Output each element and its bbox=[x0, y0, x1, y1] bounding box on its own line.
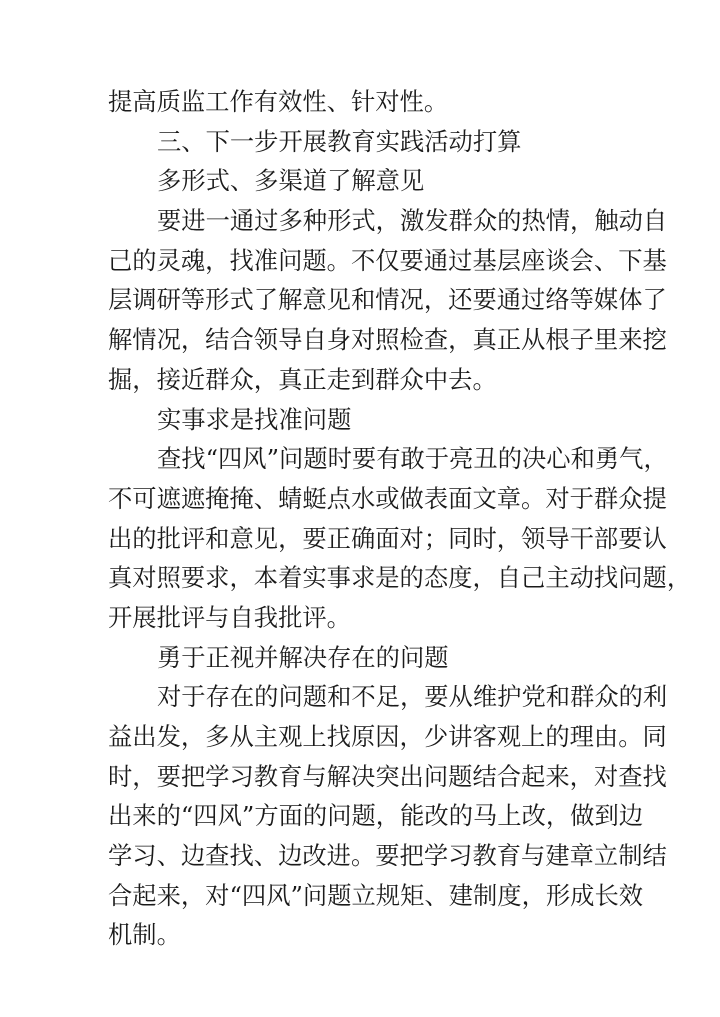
text-line: 己的灵魂，找准问题。不仅要通过基层座谈会、下基 bbox=[108, 245, 667, 275]
text-line: 掘，接近群众，真正走到群众中去。 bbox=[108, 364, 497, 394]
subheading: 实事求是找准问题 bbox=[157, 404, 352, 434]
subheading: 勇于正视并解决存在的问题 bbox=[157, 642, 449, 672]
text-line: 出来的“四风”方面的问题，能改的马上改，做到边 bbox=[108, 801, 644, 831]
subheading: 多形式、多渠道了解意见 bbox=[157, 166, 425, 196]
text-line: 对于存在的问题和不足，要从维护党和群众的利 bbox=[157, 682, 668, 712]
text-line: 开展批评与自我批评。 bbox=[108, 602, 351, 632]
text-line: 提高质监工作有效性、针对性。 bbox=[108, 87, 449, 116]
text-line: 不可遮遮掩掩、蜻蜓点水或做表面文章。对于群众提 bbox=[108, 483, 667, 513]
text-line: 机制。 bbox=[108, 920, 181, 950]
section-heading: 三、下一步开展教育实践活动打算 bbox=[157, 126, 522, 156]
text-line: 合起来，对“四风”问题立规矩、建制度，形成长效 bbox=[108, 880, 644, 910]
text-line: 益出发，多从主观上找原因，少讲客观上的理由。同 bbox=[108, 722, 667, 751]
text-line: 要进一通过多种形式，激发群众的热情，触动自 bbox=[157, 206, 668, 236]
text-line: 出的批评和意见，要正确面对；同时，领导干部要认 bbox=[108, 523, 667, 553]
text-line: 解情况，结合领导自身对照检查，真正从根子里来挖 bbox=[108, 325, 667, 355]
text-line: 真对照要求，本着实事求是的态度，自己主动找问题， bbox=[108, 563, 692, 593]
text-line: 时，要把学习教育与解决突出问题结合起来，对查找 bbox=[108, 761, 667, 791]
document-body bbox=[108, 82, 692, 955]
text-line: 学习、边查找、边改进。要把学习教育与建章立制结 bbox=[108, 841, 667, 871]
text-line: 层调研等形式了解意见和情况，还要通过络等媒体了 bbox=[108, 285, 667, 315]
text-line: 查找“四风”问题时要有敢于亮丑的决心和勇气， bbox=[157, 444, 668, 474]
